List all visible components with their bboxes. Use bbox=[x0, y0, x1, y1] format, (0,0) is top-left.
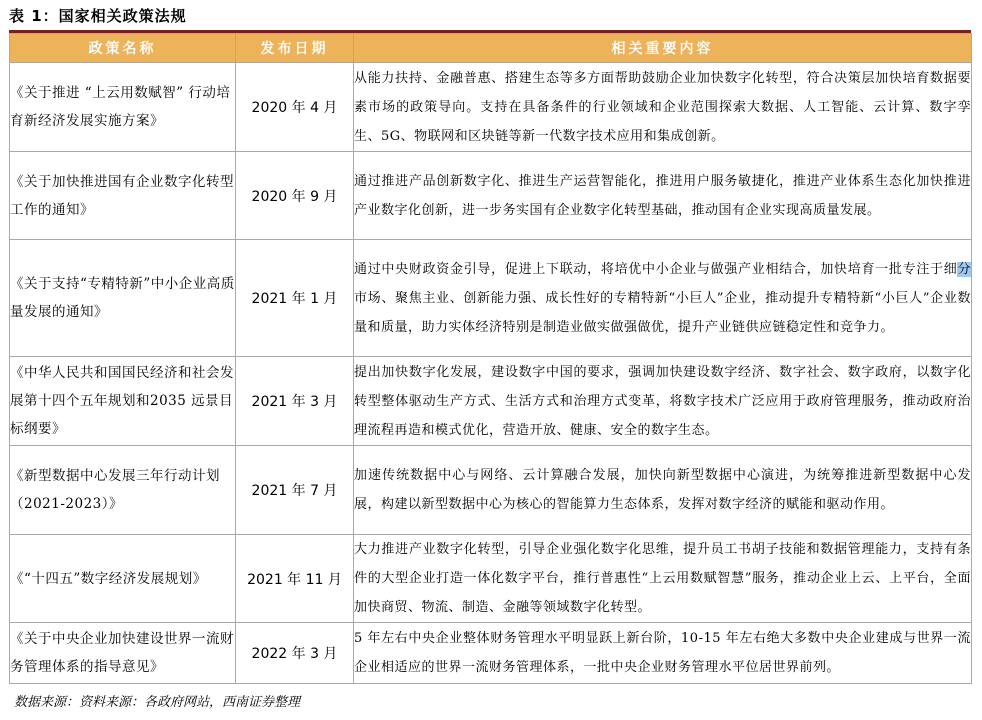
release-date-cell: 2021 年 1 月 bbox=[236, 240, 354, 357]
header-release-date: 发布日期 bbox=[236, 34, 354, 63]
policy-name-cell: 《中华人民共和国国民经济和社会发展第十四个五年规划和2035 远景目标纲要》 bbox=[10, 357, 236, 446]
table-header-row bbox=[10, 34, 972, 63]
policy-name-cell: 《新型数据中心发展三年行动计划（2021-2023）》 bbox=[10, 446, 236, 535]
content-text-after-selection: 市场、聚焦主业、创新能力强、成长性好的专精特新“小巨人”企业，推动提升专精特新“小巨人”企业数量和质量，助力实体经济特别是制造业做实做强做优，提升产业链供应链稳定性和竞争力。 bbox=[354, 290, 971, 335]
table-row bbox=[10, 152, 972, 240]
header-policy-name: 政策名称 bbox=[10, 34, 236, 63]
content-cell: 提出加快数字化发展，建设数字中国的要求，强调加快建设数字经济、数字社会、数字政府，以数字化转型整体驱动生产方式、生活方式和治理方式变革，将数字技术广泛应用于政府管理服务，推动政府治理流程再造和模式优化，营造开放、健康、安全的数字生态。 bbox=[354, 357, 972, 446]
release-date-cell: 2020 年 4 月 bbox=[236, 63, 354, 152]
policy-name-cell: 《关于中央企业加快建设世界一流财务管理体系的指导意见》 bbox=[10, 623, 236, 684]
content-cell: 5 年左右中央企业整体财务管理水平明显跃上新台阶，10-15 年左右绝大多数中央企业建成与世界一流企业相适应的世界一流财务管理体系，一批中央企业财务管理水平位居世界前列。 bbox=[354, 623, 972, 684]
table-row bbox=[10, 357, 972, 446]
table-row bbox=[10, 446, 972, 535]
table-row bbox=[10, 535, 972, 623]
release-date-cell: 2021 年 11 月 bbox=[236, 535, 354, 623]
content-cell: 从能力扶持、金融普惠、搭建生态等多方面帮助鼓励企业加快数字化转型，符合决策层加快培育数据要素市场的政策导向。支持在具备条件的行业领域和企业范围探索大数据、人工智能、云计算、数字孪生、5G、物联网和区块链等新一代数字技术应用和集成创新。 bbox=[354, 63, 972, 152]
policy-name-cell: 《关于加快推进国有企业数字化转型工作的通知》 bbox=[10, 152, 236, 240]
release-date-cell: 2021 年 7 月 bbox=[236, 446, 354, 535]
content-cell: 通过推进产品创新数字化、推进生产运营智能化，推进用户服务敏捷化，推进产业体系生态化加快推进产业数字化创新，进一步务实国有企业数字化转型基础，推动国有企业实现高质量发展。 bbox=[354, 152, 972, 240]
table-row bbox=[10, 623, 972, 684]
table-caption: 表 1：国家相关政策法规 bbox=[9, 7, 187, 25]
policy-name-cell: 《“十四五”数字经济发展规划》 bbox=[10, 535, 236, 623]
selected-text-highlight[interactable]: 分 bbox=[957, 261, 971, 277]
release-date-cell: 2021 年 3 月 bbox=[236, 357, 354, 446]
table-row bbox=[10, 63, 972, 152]
content-cell: 加速传统数据中心与网络、云计算融合发展，加快向新型数据中心演进，为统筹推进新型数据中心发展，构建以新型数据中心为核心的智能算力生态体系，发挥对数字经济的赋能和驱动作用。 bbox=[354, 446, 972, 535]
content-cell bbox=[354, 240, 972, 357]
table-row bbox=[10, 240, 972, 357]
policy-table bbox=[9, 33, 972, 684]
policy-name-cell: 《关于推进 “上云用数赋智” 行动培育新经济发展实施方案》 bbox=[10, 63, 236, 152]
content-text-before-selection: 通过中央财政资金引导，促进上下联动，将培优中小企业与做强产业相结合，加快培育一批专注于细 bbox=[354, 261, 958, 277]
release-date-cell: 2022 年 3 月 bbox=[236, 623, 354, 684]
policy-name-cell: 《关于支持“专精特新”中小企业高质量发展的通知》 bbox=[10, 240, 236, 357]
data-source-note: 数据来源：资料来源：各政府网站，西南证券整理 bbox=[14, 695, 301, 710]
header-key-content: 相关重要内容 bbox=[354, 34, 972, 63]
release-date-cell: 2020 年 9 月 bbox=[236, 152, 354, 240]
content-cell: 大力推进产业数字化转型，引导企业强化数字化思维，提升员工书胡子技能和数据管理能力，支持有条件的大型企业打造一体化数字平台，推行普惠性“上云用数赋智慧”服务，推动企业上云、上平台，全面加快商贸、物流、制造、金融等领域数字化转型。 bbox=[354, 535, 972, 623]
